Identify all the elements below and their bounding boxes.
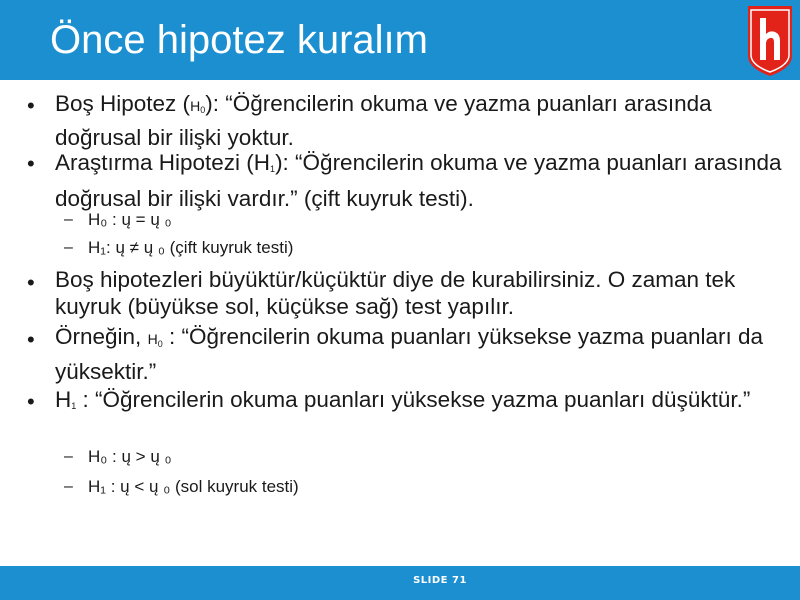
- text-run: : “Öğrencilerin okuma puanları yüksekse yazma puanları da yüksektir.”: [55, 324, 764, 384]
- text-run: Araştırma Hipotezi (H: [55, 150, 271, 175]
- text-run: ): “Öğrencilerin okuma ve yazma puanları arasında doğrusal bir ilişki vardır.” (çift kuyruk testi).: [55, 150, 782, 211]
- sub-bullet-h1-neq: H₁: ų ≠ ų ₀ (çift kuyruk testi): [88, 238, 294, 257]
- bullet-one-tailed: Boş hipotezleri büyüktür/küçüktür diye de kurabilirsiniz. O zaman tek kuyruk (büyükse sol, küçükse sağ) test yapılır.: [55, 267, 736, 319]
- bullet-h1-example: [55, 385, 795, 421]
- dash-marker: –: [64, 478, 73, 495]
- sub-bullet-h0-gt: H₀ : ų > ų ₀: [88, 447, 172, 466]
- subscript: 0: [157, 339, 163, 349]
- slide-title: Önce hipotez kuralım: [50, 18, 428, 62]
- dash-marker: –: [64, 211, 73, 228]
- sub-bullet-h1-lt: H₁ : ų < ų ₀ (sol kuyruk testi): [88, 477, 299, 496]
- bullet-dot: •: [27, 389, 35, 414]
- dash-marker: –: [64, 239, 73, 256]
- bullet-example: [55, 323, 795, 385]
- text-run: ): “Öğrencilerin okuma ve yazma puanları arasında doğrusal bir ilişki yoktur.: [55, 91, 712, 150]
- text-run: : “Öğrencilerin okuma puanları yüksekse yazma puanları düşüktür.”: [82, 387, 751, 412]
- subscript: 1: [270, 164, 276, 174]
- dash-marker: –: [64, 448, 73, 465]
- h-symbol: H: [55, 387, 72, 412]
- sub-bullet-h0-eq: H₀ : ų = ų ₀: [88, 210, 172, 229]
- bullet-null-hypothesis: [55, 90, 795, 151]
- text-run: Örneğin,: [55, 324, 142, 349]
- subscript: 1: [71, 401, 77, 411]
- slide-number: SLIDE 71: [413, 575, 467, 586]
- h-symbol: H: [190, 98, 201, 114]
- h-symbol: H: [147, 331, 158, 347]
- h-logo-icon: [744, 4, 796, 78]
- bullet-dot: •: [27, 270, 35, 295]
- bullet-research-hypothesis: [55, 148, 795, 213]
- subscript: 0: [200, 105, 206, 115]
- bullet-dot: •: [27, 327, 35, 352]
- title-bar: [0, 0, 800, 80]
- bullet-dot: •: [27, 151, 35, 176]
- text-run: Boş Hipotez (: [55, 91, 191, 116]
- bullet-dot: •: [27, 93, 35, 118]
